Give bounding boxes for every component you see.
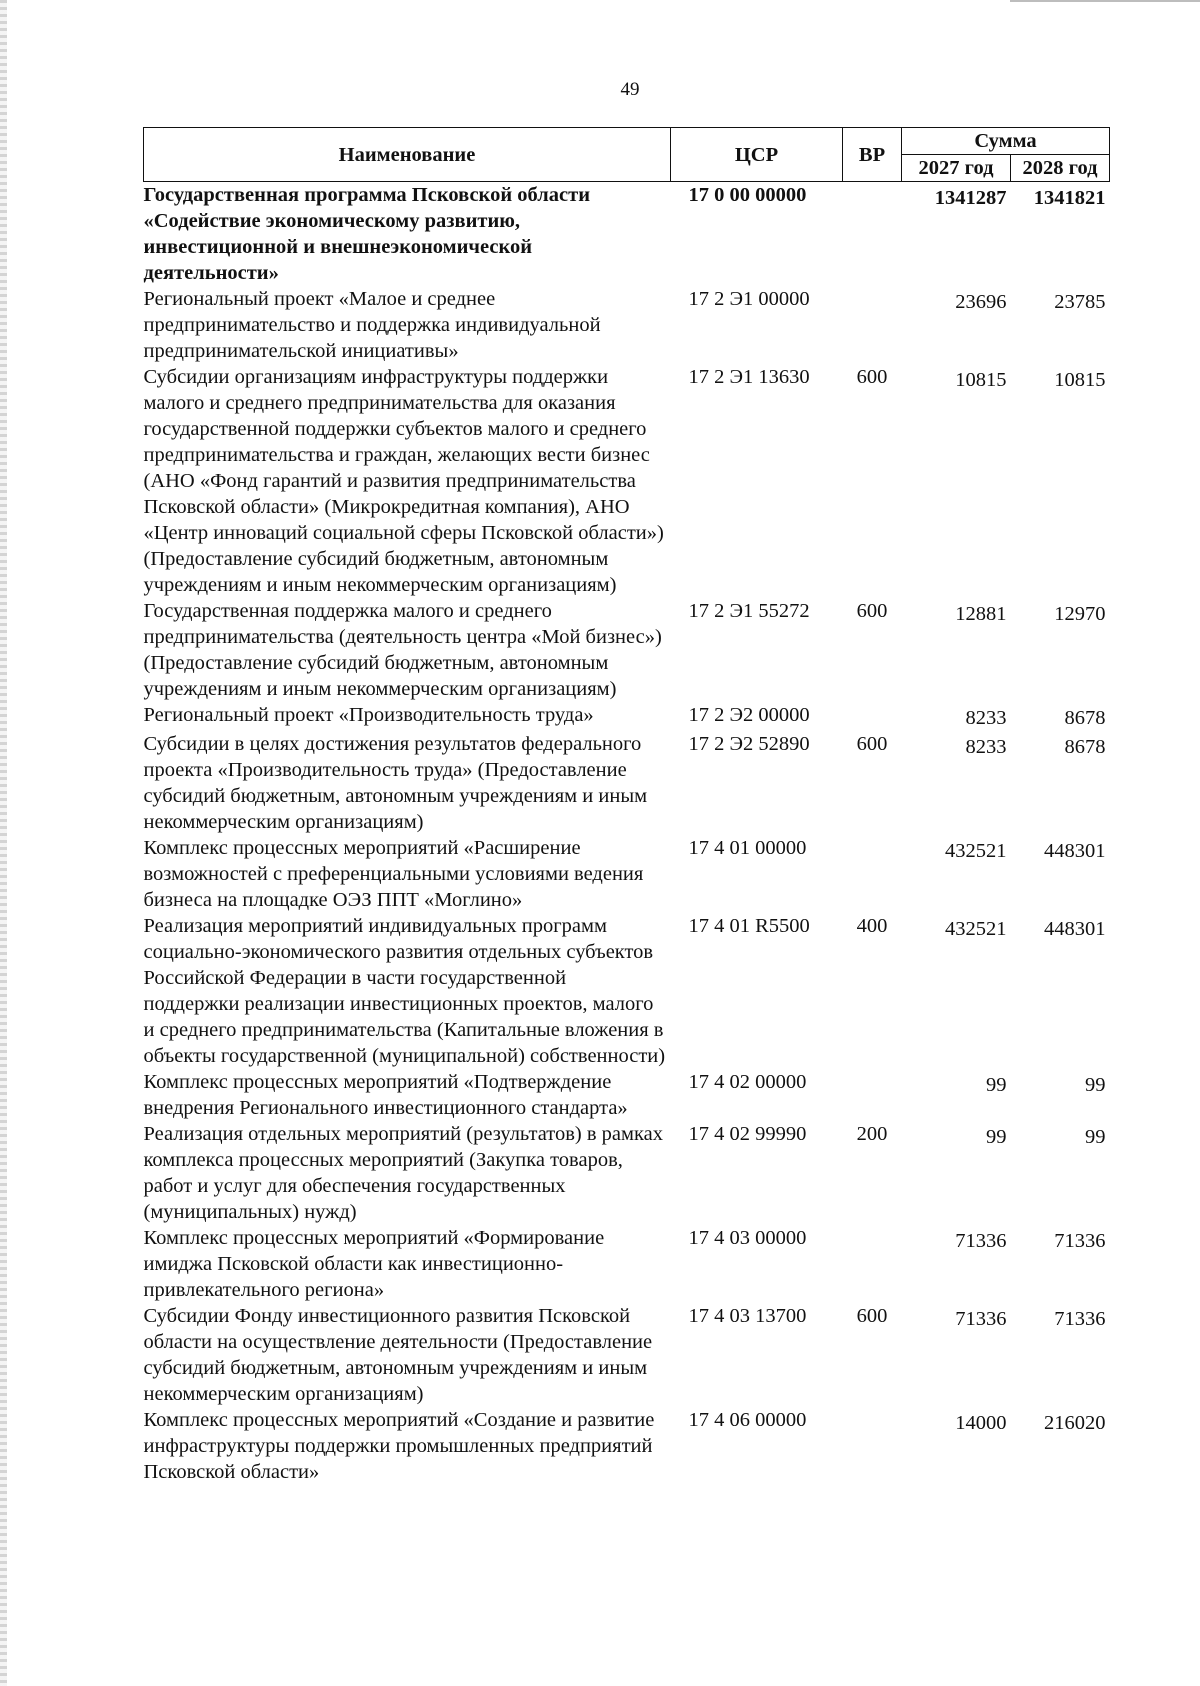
row-name: Государственная поддержка малого и среднего предпринимательства (деятельность центра «Мой бизнес») (Предоставление субсидий бюджетным, автономным учреждениям и иным некоммерческим организациям) xyxy=(143,600,662,700)
budget-table xyxy=(143,127,1110,1485)
row-vr: 600 xyxy=(856,600,888,622)
row-amount-2027: 8233 xyxy=(965,736,1007,758)
row-vr: 600 xyxy=(856,366,888,388)
row-name: Региональный проект «Производительность труда» xyxy=(143,704,594,726)
table-row xyxy=(144,1121,1110,1225)
row-vr: 400 xyxy=(856,915,888,937)
row-vr xyxy=(843,286,902,364)
row-amount-2028: 448301 xyxy=(1044,918,1106,940)
row-amount-2028: 99 xyxy=(1085,1126,1106,1148)
row-vr: 600 xyxy=(856,733,888,755)
row-csr: 17 4 06 00000 xyxy=(688,1409,807,1431)
row-amount-2027: 99 xyxy=(986,1074,1007,1096)
row-amount-2027: 432521 xyxy=(945,840,1007,862)
row-amount-2027: 71336 xyxy=(955,1308,1007,1330)
row-csr: 17 2 Э1 13630 xyxy=(688,366,810,388)
row-name: Комплекс процессных мероприятий «Расширение возможностей с преференциальными условиями ведения бизнеса на площадке ОЭЗ ППТ «Моглино» xyxy=(143,837,644,911)
row-csr: 17 4 03 00000 xyxy=(688,1227,807,1249)
row-amount-2028: 23785 xyxy=(1054,291,1106,313)
header-year-2027: 2027 год xyxy=(902,155,1011,182)
table-row xyxy=(144,286,1110,364)
row-csr: 17 4 02 99990 xyxy=(688,1123,807,1145)
row-name: Комплекс процессных мероприятий «Подтверждение внедрения Регионального инвестиционного стандарта» xyxy=(143,1071,628,1119)
table-row xyxy=(144,913,1110,1069)
row-vr: 200 xyxy=(856,1123,888,1145)
row-csr: 17 0 00 00000 xyxy=(688,184,807,206)
row-amount-2027: 23696 xyxy=(955,291,1007,313)
row-csr: 17 4 02 00000 xyxy=(688,1071,807,1093)
row-name: Комплекс процессных мероприятий «Создание и развитие инфраструктуры поддержки промышленных предприятий Псковской области» xyxy=(143,1409,655,1483)
row-amount-2027: 8233 xyxy=(965,707,1007,729)
row-csr: 17 2 Э1 00000 xyxy=(688,288,810,310)
row-name: Субсидии в целях достижения результатов федерального проекта «Производительность труда» (Предоставление субсидий бюджетным, автономным учреждениям и иным некоммерческим организациям) xyxy=(143,733,648,833)
row-csr: 17 2 Э2 00000 xyxy=(688,704,810,726)
row-vr xyxy=(843,1225,902,1303)
row-amount-2027: 14000 xyxy=(955,1412,1007,1434)
row-amount-2028: 1341821 xyxy=(1033,187,1106,209)
table-row xyxy=(144,364,1110,598)
row-amount-2027: 432521 xyxy=(945,918,1007,940)
row-vr xyxy=(843,702,902,731)
page-number: 49 xyxy=(620,79,640,100)
header-vr: ВР xyxy=(843,128,902,182)
row-name: Государственная программа Псковской области «Содействие экономическому развитию, инвестиционной и внешнеэкономической деятельности» xyxy=(143,184,591,284)
row-name: Региональный проект «Малое и среднее предпринимательство и поддержка индивидуальной предпринимательской инициативы» xyxy=(143,288,601,362)
row-amount-2027: 12881 xyxy=(955,603,1007,625)
row-name: Субсидии организациям инфраструктуры поддержки малого и среднего предпринимательства для оказания государственной поддержки субъектов малого и среднего предпринимательства и граждан, желающих вести бизнес (АНО «Фонд гарантий и развития предпринимательства Псковской области» (Микрокредитная компания), АНО «Центр инноваций социальной сферы Псковской области») (Предоставление субсидий бюджетным, автономным учреждениям и иным некоммерческим организациям) xyxy=(143,366,664,596)
header-year-2028: 2028 год xyxy=(1011,155,1110,182)
row-csr: 17 2 Э2 52890 xyxy=(688,733,810,755)
table-row xyxy=(144,731,1110,835)
row-csr: 17 4 03 13700 xyxy=(688,1305,807,1327)
row-vr xyxy=(843,182,902,287)
row-name: Реализация мероприятий индивидуальных программ социально-экономического развития отдельных субъектов Российской Федерации в части государственной поддержки реализации инвестиционных проектов, малого и среднего предпринимательства (Капитальные вложения в объекты государственной (муниципальной) собственности) xyxy=(143,915,666,1067)
row-name: Реализация отдельных мероприятий (результатов) в рамках комплекса процессных мероприятий (Закупка товаров, работ и услуг для обеспечения государственных (муниципальных) нужд) xyxy=(143,1123,663,1223)
row-amount-2028: 10815 xyxy=(1054,369,1106,391)
table-row xyxy=(144,1407,1110,1485)
header-name: Наименование xyxy=(144,128,671,182)
table-row xyxy=(144,1069,1110,1121)
row-amount-2028: 448301 xyxy=(1044,840,1106,862)
header-csr: ЦСР xyxy=(671,128,843,182)
table-row xyxy=(144,1303,1110,1407)
row-amount-2028: 12970 xyxy=(1054,603,1106,625)
header-sum: Сумма xyxy=(902,128,1110,155)
table-body xyxy=(144,182,1110,1486)
table-row xyxy=(144,1225,1110,1303)
row-amount-2028: 8678 xyxy=(1064,707,1106,729)
row-amount-2027: 99 xyxy=(986,1126,1007,1148)
row-amount-2027: 10815 xyxy=(955,369,1007,391)
row-amount-2028: 71336 xyxy=(1054,1230,1106,1252)
table-row xyxy=(144,835,1110,913)
row-csr: 17 4 01 00000 xyxy=(688,837,807,859)
row-vr: 600 xyxy=(856,1305,888,1327)
table-row xyxy=(144,598,1110,702)
scan-top-edge xyxy=(1010,0,1200,2)
row-csr: 17 2 Э1 55272 xyxy=(688,600,810,622)
row-name: Комплекс процессных мероприятий «Формирование имиджа Псковской области как инвестиционно-привлекательного региона» xyxy=(143,1227,605,1301)
row-csr: 17 4 01 R5500 xyxy=(688,915,810,937)
table-row xyxy=(144,702,1110,731)
table-row xyxy=(144,182,1110,287)
row-amount-2028: 99 xyxy=(1085,1074,1106,1096)
row-amount-2027: 71336 xyxy=(955,1230,1007,1252)
row-name: Субсидии Фонду инвестиционного развития Псковской области на осуществление деятельности (Предоставление субсидий бюджетным, автономным учреждениям и иным некоммерческим организациям) xyxy=(143,1305,653,1405)
row-amount-2027: 1341287 xyxy=(934,187,1007,209)
table-header xyxy=(144,128,1110,182)
scan-edge xyxy=(0,0,7,1686)
row-vr xyxy=(843,1407,902,1485)
row-amount-2028: 71336 xyxy=(1054,1308,1106,1330)
row-amount-2028: 216020 xyxy=(1044,1412,1106,1434)
row-vr xyxy=(843,1069,902,1121)
row-vr xyxy=(843,835,902,913)
row-amount-2028: 8678 xyxy=(1064,736,1106,758)
